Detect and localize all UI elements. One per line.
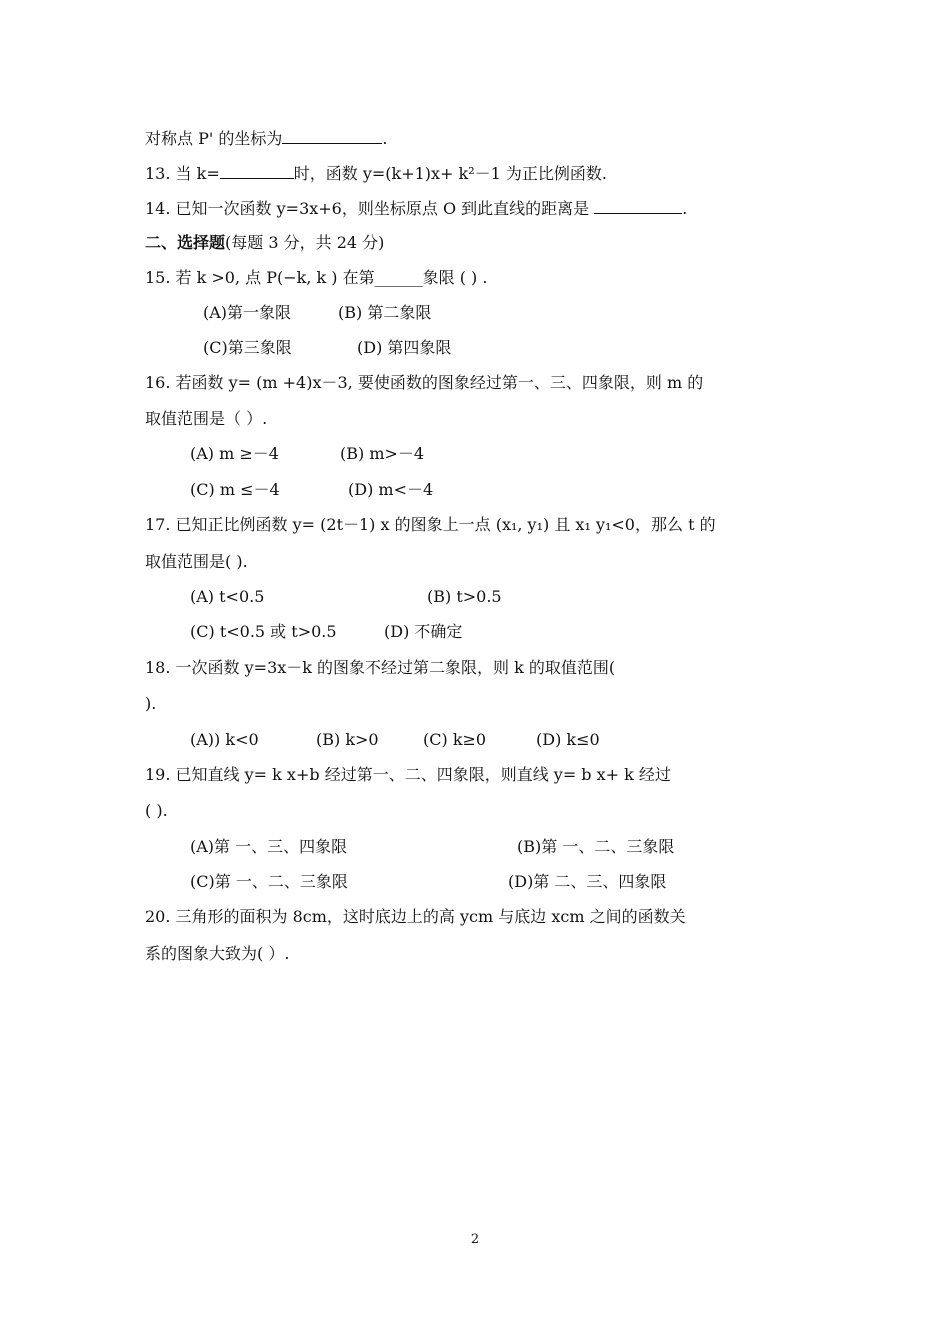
continuation-text: 对称点 P' 的坐标为 <box>145 129 283 148</box>
question-13 <box>145 163 607 184</box>
section-note: (每题 3 分，共 24 分) <box>225 233 385 252</box>
question-17-line2: 取值范围是( ). <box>145 552 248 571</box>
q19-option-c: (C)第 一、二、三象限 <box>190 872 348 891</box>
q18-option-a: (A)) k<0 <box>190 730 259 749</box>
q17-option-d: (D) 不确定 <box>384 622 463 641</box>
question-16-line2: 取值范围是（ ）. <box>145 409 268 428</box>
continuation-end: . <box>382 129 388 148</box>
continuation-line <box>145 128 387 149</box>
q17-option-a: (A) t<0.5 <box>190 587 265 606</box>
section-title: 二、选择题 <box>145 233 226 252</box>
q16-option-c: (C) m ≤－4 <box>190 480 280 499</box>
question-19-line2: ( ). <box>145 801 168 820</box>
question-14 <box>145 198 687 219</box>
question-20-line1: 20. 三角形的面积为 8cm，这时底边上的高 ycm 与底边 xcm 之间的函数关 <box>145 907 686 926</box>
q18-option-b: (B) k>0 <box>316 730 379 749</box>
q14-end: . <box>682 199 688 218</box>
section-heading <box>145 233 384 253</box>
question-18-line2: ). <box>145 694 157 713</box>
question-18-line1: 18. 一次函数 y=3x－k 的图象不经过第二象限，则 k 的取值范围( <box>145 658 616 677</box>
question-15: 15. 若 k >0, 点 P(−k, k ) 在第______象限 ( ) . <box>145 268 488 287</box>
q16-option-a: (A) m ≥－4 <box>190 444 279 463</box>
page-number: 2 <box>470 1232 480 1247</box>
q18-option-d: (D) k≤0 <box>536 730 600 749</box>
q17-option-b: (B) t>0.5 <box>427 587 502 606</box>
question-17-line1: 17. 已知正比例函数 y= (2t－1) x 的图象上一点 (x₁, y₁) 且 x₁ y₁<0，那么 t 的 <box>145 515 716 534</box>
q15-option-b: (B) 第二象限 <box>338 303 432 322</box>
q14-text: 14. 已知一次函数 y=3x+6，则坐标原点 O 到此直线的距离是 <box>145 199 590 218</box>
question-19-line1: 19. 已知直线 y= k x+b 经过第一、二、四象限，则直线 y= b x+ k 经过 <box>145 765 671 784</box>
q15-option-d: (D) 第四象限 <box>357 338 452 357</box>
q18-option-c: (C) k≥0 <box>423 730 487 749</box>
answer-blank <box>594 198 682 214</box>
question-20-line2: 系的图象大致为( ）. <box>145 944 290 963</box>
q13-text: 时，函数 y=(k+1)x+ k²－1 为正比例函数. <box>293 164 608 183</box>
q17-option-c: (C) t<0.5 或 t>0.5 <box>190 622 337 641</box>
q19-option-d: (D)第 二、三、四象限 <box>508 872 667 891</box>
q19-option-a: (A)第 一、三、四象限 <box>190 837 348 856</box>
q16-option-d: (D) m<－4 <box>348 480 434 499</box>
answer-blank <box>220 163 294 179</box>
q13-prefix: 13. 当 k= <box>145 164 220 183</box>
answer-blank <box>282 128 382 144</box>
q15-option-c: (C)第三象限 <box>203 338 292 357</box>
q16-option-b: (B) m>－4 <box>340 444 425 463</box>
q19-option-b: (B)第 一、二、三象限 <box>517 837 675 856</box>
question-16-line1: 16. 若函数 y= (m +4)x－3, 要使函数的图象经过第一、三、四象限，则 m 的 <box>145 373 704 392</box>
q15-option-a: (A)第一象限 <box>203 303 292 322</box>
